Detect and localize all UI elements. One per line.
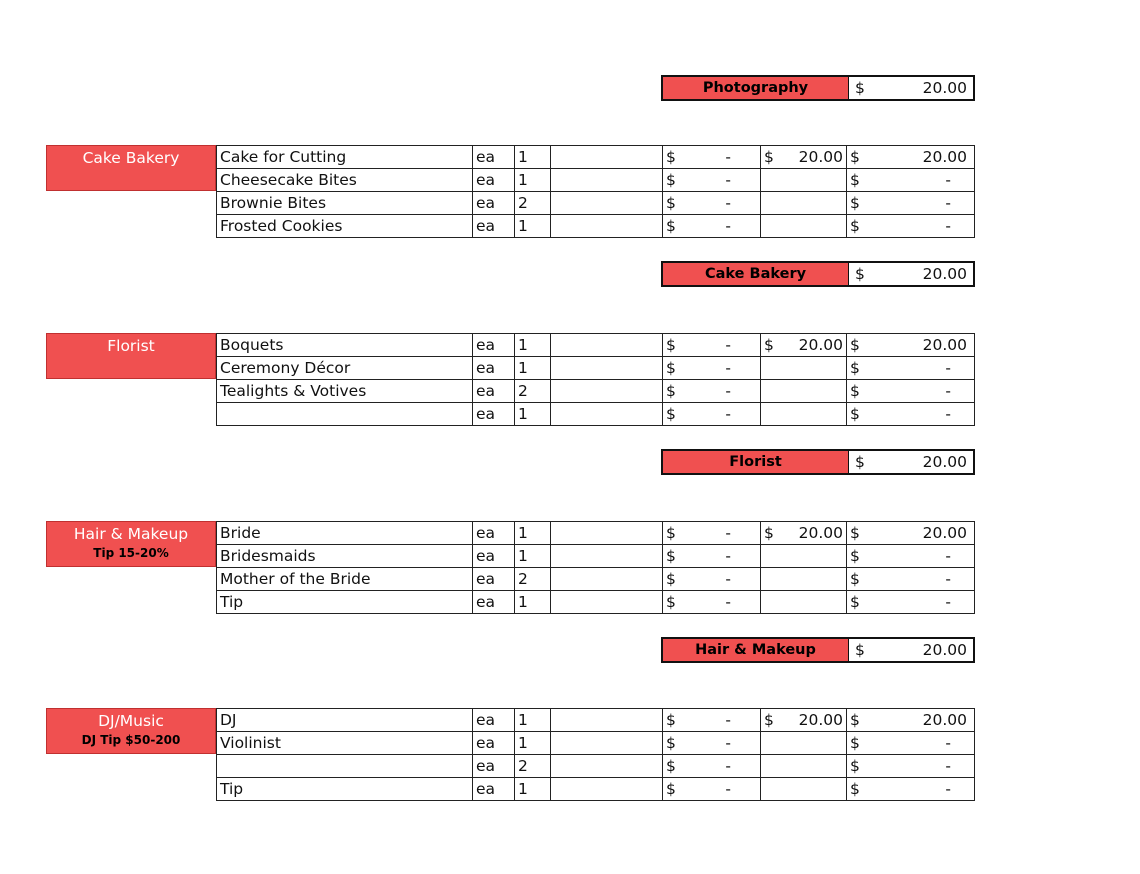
estimate-cell[interactable]: [761, 146, 847, 169]
estimate-cell[interactable]: [761, 522, 847, 545]
total-amount: -: [945, 194, 951, 212]
currency-symbol: $: [666, 382, 676, 400]
unit-cell[interactable]: ea: [473, 709, 515, 732]
table-row: [217, 403, 975, 426]
table-row: [217, 545, 975, 568]
notes-cell[interactable]: [551, 755, 663, 778]
total-cell[interactable]: [847, 403, 975, 426]
subtotal-label: Florist: [663, 451, 849, 473]
currency-symbol: $: [855, 641, 865, 659]
price-amount: -: [725, 382, 731, 400]
estimate-amount: 20.00: [798, 148, 843, 166]
unit-cell[interactable]: ea: [473, 169, 515, 192]
total-cell[interactable]: [847, 709, 975, 732]
notes-cell[interactable]: [551, 545, 663, 568]
currency-symbol: $: [850, 711, 860, 729]
price-amount: -: [725, 405, 731, 423]
item-name-cell[interactable]: Bride: [217, 522, 473, 545]
currency-symbol: $: [855, 453, 865, 471]
price-amount: -: [725, 148, 731, 166]
item-name-cell[interactable]: Frosted Cookies: [217, 215, 473, 238]
unit-cell[interactable]: ea: [473, 192, 515, 215]
price-cell[interactable]: [663, 778, 761, 801]
currency-symbol: $: [855, 79, 865, 97]
total-amount: -: [945, 405, 951, 423]
item-name-cell[interactable]: DJ: [217, 709, 473, 732]
subtotal-amount-cell: [849, 451, 973, 473]
price-cell[interactable]: [663, 215, 761, 238]
total-amount: -: [945, 547, 951, 565]
category-name: Hair & Makeup: [73, 525, 189, 543]
quantity-cell[interactable]: 1: [515, 591, 551, 614]
total-cell[interactable]: [847, 778, 975, 801]
currency-symbol: $: [666, 780, 676, 798]
item-name-cell[interactable]: Brownie Bites: [217, 192, 473, 215]
unit-cell[interactable]: ea: [473, 568, 515, 591]
notes-cell[interactable]: [551, 709, 663, 732]
notes-cell[interactable]: [551, 591, 663, 614]
quantity-cell[interactable]: 2: [515, 568, 551, 591]
price-amount: -: [725, 336, 731, 354]
table-row: [217, 146, 975, 169]
section-subtotal: [661, 637, 975, 663]
price-cell[interactable]: [663, 403, 761, 426]
currency-symbol: $: [666, 148, 676, 166]
notes-cell[interactable]: [551, 380, 663, 403]
price-amount: -: [725, 359, 731, 377]
subtotal-amount-cell: [849, 263, 973, 285]
unit-cell[interactable]: ea: [473, 146, 515, 169]
currency-symbol: $: [850, 336, 860, 354]
quantity-cell[interactable]: 1: [515, 357, 551, 380]
quantity-cell[interactable]: 1: [515, 169, 551, 192]
estimate-cell[interactable]: [761, 169, 847, 192]
price-cell[interactable]: [663, 380, 761, 403]
category-label-box: [46, 145, 216, 191]
total-amount: -: [945, 593, 951, 611]
estimate-cell[interactable]: [761, 778, 847, 801]
category-label-box: [46, 333, 216, 379]
currency-symbol: $: [850, 593, 860, 611]
currency-symbol: $: [666, 711, 676, 729]
estimate-amount: 20.00: [798, 711, 843, 729]
total-cell[interactable]: [847, 146, 975, 169]
currency-symbol: $: [764, 711, 774, 729]
subtotal-amount: 20.00: [922, 453, 967, 471]
table-row: [217, 169, 975, 192]
estimate-cell[interactable]: [761, 192, 847, 215]
currency-symbol: $: [666, 757, 676, 775]
total-cell[interactable]: [847, 732, 975, 755]
notes-cell[interactable]: [551, 732, 663, 755]
total-amount: 20.00: [922, 148, 967, 166]
subtotal-label: Hair & Makeup: [663, 639, 849, 661]
quantity-cell[interactable]: 1: [515, 522, 551, 545]
items-table: [216, 333, 975, 426]
unit-cell[interactable]: ea: [473, 522, 515, 545]
quantity-cell[interactable]: 2: [515, 380, 551, 403]
currency-symbol: $: [666, 336, 676, 354]
price-cell[interactable]: [663, 522, 761, 545]
section-subtotal: [661, 449, 975, 475]
category-note: DJ Tip $50-200: [81, 733, 181, 747]
price-amount: -: [725, 217, 731, 235]
total-amount: -: [945, 757, 951, 775]
currency-symbol: $: [850, 547, 860, 565]
total-amount: -: [945, 780, 951, 798]
estimate-cell[interactable]: [761, 403, 847, 426]
price-amount: -: [725, 171, 731, 189]
total-amount: 20.00: [922, 711, 967, 729]
notes-cell[interactable]: [551, 778, 663, 801]
currency-symbol: $: [764, 336, 774, 354]
currency-symbol: $: [850, 780, 860, 798]
unit-cell[interactable]: ea: [473, 591, 515, 614]
quantity-cell[interactable]: 1: [515, 778, 551, 801]
estimate-cell[interactable]: [761, 545, 847, 568]
quantity-cell[interactable]: 1: [515, 545, 551, 568]
table-row: [217, 192, 975, 215]
unit-cell[interactable]: ea: [473, 732, 515, 755]
total-amount: 20.00: [922, 336, 967, 354]
price-cell[interactable]: [663, 334, 761, 357]
unit-cell[interactable]: ea: [473, 380, 515, 403]
price-amount: -: [725, 547, 731, 565]
unit-cell[interactable]: ea: [473, 215, 515, 238]
item-name-cell[interactable]: Mother of the Bride: [217, 568, 473, 591]
item-name-cell[interactable]: Cake for Cutting: [217, 146, 473, 169]
price-amount: -: [725, 711, 731, 729]
currency-symbol: $: [850, 405, 860, 423]
item-name-cell[interactable]: [217, 403, 473, 426]
table-row: [217, 334, 975, 357]
quantity-cell[interactable]: 2: [515, 192, 551, 215]
estimate-cell[interactable]: [761, 357, 847, 380]
total-amount: -: [945, 570, 951, 588]
table-row: [217, 522, 975, 545]
subtotal-amount: 20.00: [922, 79, 967, 97]
quantity-cell[interactable]: 1: [515, 146, 551, 169]
item-name-cell[interactable]: Tip: [217, 778, 473, 801]
category-label-box: [46, 521, 216, 567]
currency-symbol: $: [666, 524, 676, 542]
price-cell[interactable]: [663, 591, 761, 614]
currency-symbol: $: [666, 593, 676, 611]
currency-symbol: $: [666, 570, 676, 588]
total-amount: -: [945, 359, 951, 377]
price-amount: -: [725, 194, 731, 212]
unit-cell[interactable]: ea: [473, 334, 515, 357]
table-row: [217, 732, 975, 755]
currency-symbol: $: [850, 734, 860, 752]
total-cell[interactable]: [847, 522, 975, 545]
price-cell[interactable]: [663, 545, 761, 568]
estimate-cell[interactable]: [761, 334, 847, 357]
item-name-cell[interactable]: Cheesecake Bites: [217, 169, 473, 192]
total-amount: -: [945, 734, 951, 752]
estimate-amount: 20.00: [798, 336, 843, 354]
table-row: [217, 591, 975, 614]
unit-cell[interactable]: ea: [473, 755, 515, 778]
unit-cell[interactable]: ea: [473, 778, 515, 801]
quantity-cell[interactable]: 1: [515, 732, 551, 755]
price-amount: -: [725, 780, 731, 798]
notes-cell[interactable]: [551, 522, 663, 545]
currency-symbol: $: [666, 359, 676, 377]
currency-symbol: $: [764, 524, 774, 542]
estimate-cell[interactable]: [761, 568, 847, 591]
quantity-cell[interactable]: 1: [515, 334, 551, 357]
currency-symbol: $: [666, 171, 676, 189]
subtotal-amount: 20.00: [922, 265, 967, 283]
currency-symbol: $: [850, 194, 860, 212]
category-label-box: [46, 708, 216, 754]
table-row: [217, 215, 975, 238]
total-amount: 20.00: [922, 524, 967, 542]
unit-cell[interactable]: ea: [473, 357, 515, 380]
unit-cell[interactable]: ea: [473, 403, 515, 426]
quantity-cell[interactable]: 1: [515, 403, 551, 426]
price-cell[interactable]: [663, 732, 761, 755]
table-row: [217, 778, 975, 801]
estimate-cell[interactable]: [761, 755, 847, 778]
items-table: [216, 145, 975, 238]
quantity-cell[interactable]: 2: [515, 755, 551, 778]
price-cell[interactable]: [663, 709, 761, 732]
estimate-cell[interactable]: [761, 591, 847, 614]
notes-cell[interactable]: [551, 146, 663, 169]
total-amount: -: [945, 217, 951, 235]
item-name-cell[interactable]: Bridesmaids: [217, 545, 473, 568]
estimate-cell[interactable]: [761, 732, 847, 755]
notes-cell[interactable]: [551, 568, 663, 591]
total-amount: -: [945, 382, 951, 400]
item-name-cell[interactable]: Violinist: [217, 732, 473, 755]
total-cell[interactable]: [847, 755, 975, 778]
subtotal-amount-cell: [849, 77, 973, 99]
currency-symbol: $: [850, 359, 860, 377]
category-name: Cake Bakery: [82, 149, 180, 167]
subtotal-label: Cake Bakery: [663, 263, 849, 285]
table-row: [217, 709, 975, 732]
notes-cell[interactable]: [551, 403, 663, 426]
items-table: [216, 521, 975, 614]
notes-cell[interactable]: [551, 215, 663, 238]
quantity-cell[interactable]: 1: [515, 215, 551, 238]
currency-symbol: $: [666, 217, 676, 235]
price-amount: -: [725, 524, 731, 542]
estimate-cell[interactable]: [761, 709, 847, 732]
total-cell[interactable]: [847, 169, 975, 192]
currency-symbol: $: [850, 217, 860, 235]
price-cell[interactable]: [663, 192, 761, 215]
estimate-amount: 20.00: [798, 524, 843, 542]
notes-cell[interactable]: [551, 357, 663, 380]
total-cell[interactable]: [847, 545, 975, 568]
estimate-cell[interactable]: [761, 380, 847, 403]
total-cell[interactable]: [847, 591, 975, 614]
unit-cell[interactable]: ea: [473, 545, 515, 568]
price-amount: -: [725, 593, 731, 611]
price-cell[interactable]: [663, 169, 761, 192]
price-amount: -: [725, 570, 731, 588]
section-subtotal: [661, 261, 975, 287]
price-cell[interactable]: [663, 357, 761, 380]
category-name: DJ/Music: [98, 712, 164, 730]
price-cell[interactable]: [663, 568, 761, 591]
currency-symbol: $: [850, 148, 860, 166]
subtotal-label: Photography: [663, 77, 849, 99]
photography-subtotal: [661, 75, 975, 101]
item-name-cell[interactable]: Tip: [217, 591, 473, 614]
total-cell[interactable]: [847, 334, 975, 357]
total-cell[interactable]: [847, 380, 975, 403]
currency-symbol: $: [666, 734, 676, 752]
item-name-cell[interactable]: Ceremony Décor: [217, 357, 473, 380]
table-row: [217, 755, 975, 778]
currency-symbol: $: [850, 570, 860, 588]
price-amount: -: [725, 734, 731, 752]
items-table: [216, 708, 975, 801]
price-amount: -: [725, 757, 731, 775]
table-row: [217, 380, 975, 403]
currency-symbol: $: [855, 265, 865, 283]
price-cell[interactable]: [663, 755, 761, 778]
price-cell[interactable]: [663, 146, 761, 169]
notes-cell[interactable]: [551, 334, 663, 357]
item-name-cell[interactable]: Boquets: [217, 334, 473, 357]
currency-symbol: $: [850, 524, 860, 542]
notes-cell[interactable]: [551, 192, 663, 215]
total-cell[interactable]: [847, 192, 975, 215]
currency-symbol: $: [850, 757, 860, 775]
notes-cell[interactable]: [551, 169, 663, 192]
category-name: Florist: [107, 337, 155, 355]
table-row: [217, 568, 975, 591]
quantity-cell[interactable]: 1: [515, 709, 551, 732]
total-cell[interactable]: [847, 215, 975, 238]
currency-symbol: $: [850, 382, 860, 400]
subtotal-amount-cell: [849, 639, 973, 661]
table-row: [217, 357, 975, 380]
total-cell[interactable]: [847, 568, 975, 591]
currency-symbol: $: [850, 171, 860, 189]
total-cell[interactable]: [847, 357, 975, 380]
item-name-cell[interactable]: [217, 755, 473, 778]
currency-symbol: $: [666, 194, 676, 212]
total-amount: -: [945, 171, 951, 189]
estimate-cell[interactable]: [761, 215, 847, 238]
currency-symbol: $: [666, 405, 676, 423]
currency-symbol: $: [666, 547, 676, 565]
currency-symbol: $: [764, 148, 774, 166]
category-note: Tip 15-20%: [93, 546, 169, 560]
item-name-cell[interactable]: Tealights & Votives: [217, 380, 473, 403]
subtotal-amount: 20.00: [922, 641, 967, 659]
